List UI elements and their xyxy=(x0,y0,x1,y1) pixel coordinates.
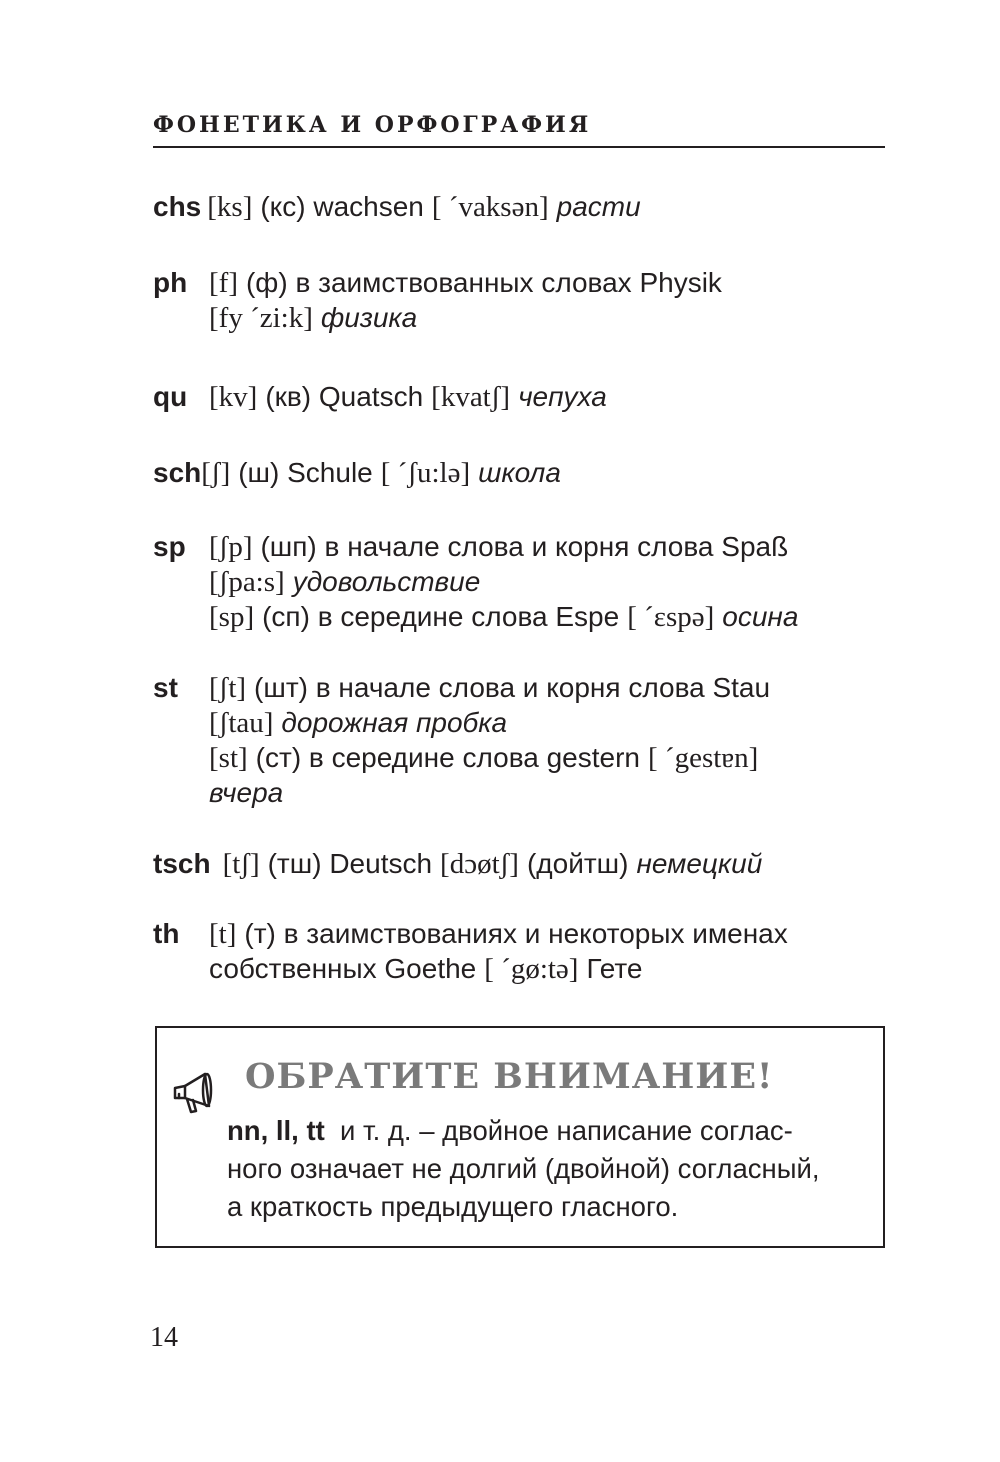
note-body xyxy=(227,1112,877,1226)
ipa: [ ˊgø:tə] xyxy=(484,953,579,985)
translation: немецкий xyxy=(636,848,763,879)
entry-key: sp xyxy=(153,531,186,562)
description: (кв) Quatsch xyxy=(265,381,424,412)
ipa: [ks] xyxy=(207,191,253,223)
description: (дойтш) xyxy=(526,848,629,879)
ipa: [tʃ] xyxy=(222,848,260,880)
ipa: [ ˊɛspə] xyxy=(627,601,715,633)
description: (ст) в середине слова gestern xyxy=(255,742,641,773)
entry-chs xyxy=(153,189,888,224)
megaphone-icon xyxy=(171,1064,223,1116)
description: (шп) в начале слова и корня слова Spaß xyxy=(260,531,789,562)
ipa: [sp] xyxy=(209,601,255,633)
ipa: [dɔøtʃ] xyxy=(440,848,519,880)
ipa: [t] xyxy=(209,918,237,950)
translation: расти xyxy=(556,191,641,222)
translation: физика xyxy=(320,302,418,333)
entry-key: tsch xyxy=(153,848,211,879)
entry-sp xyxy=(153,529,888,634)
entry-sch xyxy=(153,455,888,490)
transcription-ru: (кс) wachsen xyxy=(260,191,424,222)
entry-key: qu xyxy=(153,381,188,412)
description: (шт) в начале слова и корня слова Stau xyxy=(254,672,771,703)
description: Гете xyxy=(586,953,643,984)
ipa: [ʃp] xyxy=(209,531,253,563)
translation: удовольствие xyxy=(292,566,481,597)
description: (ф) в заимствованных словах Physik xyxy=(245,267,722,298)
translation: школа xyxy=(478,457,561,488)
ipa: [ʃ] xyxy=(201,457,231,489)
description: собственных Goethe xyxy=(209,953,477,984)
description: (т) в заимствованиях и некоторых именах xyxy=(244,918,788,949)
entry-key: chs xyxy=(153,191,202,222)
entry-key: sch xyxy=(153,457,202,488)
entry-tsch xyxy=(153,846,888,881)
ipa: [fy ˊzi:k] xyxy=(209,302,313,334)
ipa: [ ˊʃu:lə] xyxy=(380,457,471,489)
attention-box xyxy=(155,1026,885,1248)
entry-key: th xyxy=(153,918,180,949)
note-line-3: а краткость предыдущего гласного. xyxy=(227,1191,679,1222)
entry-key: ph xyxy=(153,267,188,298)
translation: осина xyxy=(722,601,799,632)
ipa: [kvatʃ] xyxy=(431,381,511,413)
ipa: [ ˊgestɐn] xyxy=(648,742,759,774)
entry-ph xyxy=(153,265,888,335)
entry-key: st xyxy=(153,672,178,703)
note-line-1: и т. д. – двойное написание соглас- xyxy=(340,1115,793,1146)
running-header: ФОНЕТИКА И ОРФОГРАФИЯ xyxy=(153,112,592,138)
ipa: [ʃt] xyxy=(209,672,247,704)
note-line-2: ного означает не долгий (двойной) согласный, xyxy=(227,1153,820,1184)
header-rule xyxy=(153,146,885,148)
ipa: [kv] xyxy=(209,381,258,413)
ipa: [st] xyxy=(209,742,248,774)
ipa: [f] xyxy=(209,267,238,299)
ipa: [ ˊvaksən] xyxy=(431,191,549,223)
page-number: 14 xyxy=(150,1322,178,1353)
entry-th xyxy=(153,916,888,986)
description: (ш) Schule xyxy=(238,457,373,488)
ipa: [ʃpa:s] xyxy=(209,566,285,598)
description: (сп) в середине слова Espe xyxy=(262,601,620,632)
translation: дорожная пробка xyxy=(281,707,508,738)
translation: вчера xyxy=(209,777,284,808)
note-title: ОБРАТИТЕ ВНИМАНИЕ! xyxy=(245,1056,774,1097)
entry-st xyxy=(153,670,888,810)
note-bold: nn, ll, tt xyxy=(227,1115,325,1146)
ipa: [ʃtau] xyxy=(209,707,274,739)
entry-qu xyxy=(153,379,888,414)
description: (тш) Deutsch xyxy=(267,848,433,879)
translation: чепуха xyxy=(518,381,607,412)
